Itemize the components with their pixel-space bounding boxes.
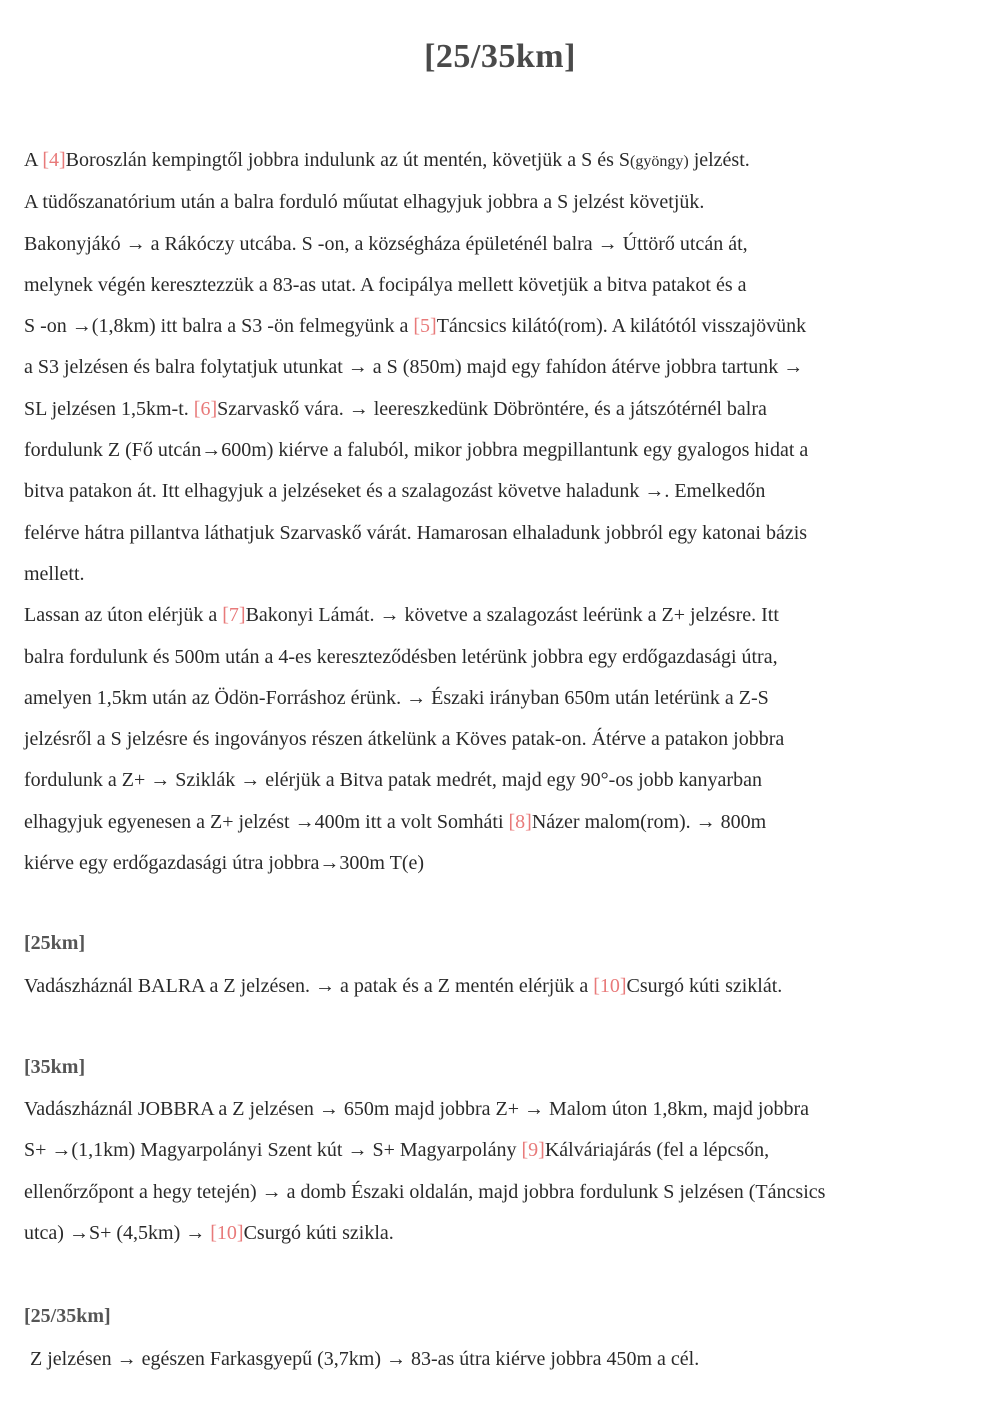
text-line: fordulunk a Z+ → Sziklák → elérjük a Bitva patak medrét, majd egy 90°-os jobb kanyarban xyxy=(24,769,762,792)
text-line: Lassan az úton elérjük a [7]Bakonyi Lámát. → követve a szalagozást leérünk a Z+ jelzésre. Itt xyxy=(24,604,779,627)
section-final-heading: [25/35km] xyxy=(24,1305,111,1327)
checkpoint-marker: [5] xyxy=(413,315,437,338)
section-final-text xyxy=(30,1339,994,1380)
text-line: Bakonyjákó → a Rákóczy utcába. S -on, a községháza épületénél balra → Úttörő utcán át, xyxy=(24,232,748,255)
text-line: Vadászháznál BALRA a Z jelzésen. → a patak és a Z mentén elérjük a [10]Csurgó kúti sziklát. xyxy=(24,975,783,997)
text-line: elhagyjuk egyenesen a Z+ jelzést →400m itt a volt Somháti [8]Názer malom(rom). → 800m xyxy=(24,810,767,833)
text-line: amelyen 1,5km után az Ödön-Forráshoz érünk. → Északi irányban 650m után letérünk a Z-S xyxy=(24,686,769,709)
route-description xyxy=(24,140,988,884)
text-line: kiérve egy erdőgazdasági útra jobbra→300m T(e) xyxy=(24,852,425,875)
text-line: felérve hátra pillantva láthatjuk Szarvaskő várát. Hamarosan elhaladunk jobbról egy katonai bázis xyxy=(24,521,808,544)
checkpoint-marker: [7] xyxy=(222,604,246,627)
text-line: fordulunk Z (Fő utcán→600m) kiérve a faluból, mikor jobbra megpillantunk egy gyalogos hidat a xyxy=(24,439,809,462)
checkpoint-marker: [8] xyxy=(508,810,532,833)
text-line: Z jelzésen → egészen Farkasgyepű (3,7km) → 83-as útra kiérve jobbra 450m a cél. xyxy=(30,1348,700,1370)
text-line: Vadászháznál JOBBRA a Z jelzésen → 650m majd jobbra Z+ → Malom úton 1,8km, majd jobbra xyxy=(24,1098,810,1120)
section-25km-text xyxy=(24,966,988,1007)
text-line: balra fordulunk és 500m után a 4-es kereszteződésben letérünk jobbra egy erdőgazdasági útra, xyxy=(24,645,778,668)
paragraph-2 xyxy=(24,595,988,884)
text-line: SL jelzésen 1,5km-t. [6]Szarvaskő vára. → leereszkedünk Döbröntére, és a játszótérnél balra xyxy=(24,397,767,420)
checkpoint-marker: [10] xyxy=(210,1221,244,1244)
paragraph-1 xyxy=(24,140,988,595)
checkpoint-marker: [10] xyxy=(593,975,627,997)
text-line: ellenőrzőpont a hegy tetején) → a domb Északi oldalán, majd jobbra fordulunk S jelzésen (Táncsics xyxy=(24,1180,826,1203)
section-35km-heading: [35km] xyxy=(24,1056,86,1078)
checkpoint-marker: [4] xyxy=(42,149,66,171)
text-line: mellett. xyxy=(24,562,85,585)
text-line: melynek végén keresztezzük a 83-as utat. A focipálya mellett követjük a bitva patakot és a xyxy=(24,273,747,296)
text-line: S+ →(1,1km) Magyarpolányi Szent kút → S+ Magyarpolány [9]Kálváriajárás (fel a lépcsőn, xyxy=(24,1139,770,1162)
text-line: A [4]Boroszlán kempingtől jobbra indulunk az út mentén, követjük a S és S(gyöngy) jelzést. xyxy=(24,149,750,171)
page-title: [25/35km] xyxy=(424,38,576,75)
text-line: A tüdőszanatórium után a balra forduló műutat elhagyjuk jobbra a S jelzést követjük. xyxy=(24,191,705,214)
checkpoint-marker: [6] xyxy=(193,397,218,420)
text-line: a S3 jelzésen és balra folytatjuk utunkat → a S (850m) majd egy fahídon átérve jobbra tartunk → xyxy=(24,356,804,379)
text-line: S -on →(1,8km) itt balra a S3 -ön felmegyünk a [5]Táncsics kilátó(rom). A kilátótól visszajövünk xyxy=(24,315,807,338)
text-line: jelzésről a S jelzésre és ingoványos részen átkelünk a Köves patak-on. Átérve a patakon jobbra xyxy=(24,728,785,751)
section-25km-heading: [25km] xyxy=(24,932,86,954)
section-35km-text xyxy=(24,1089,988,1254)
text-line: utca) →S+ (4,5km) → [10]Csurgó kúti szikla. xyxy=(24,1221,394,1244)
text-line: bitva patakon át. Itt elhagyjuk a jelzéseket és a szalagozást követve haladunk →. Emelkedőn xyxy=(24,480,766,503)
checkpoint-marker: [9] xyxy=(521,1139,545,1162)
